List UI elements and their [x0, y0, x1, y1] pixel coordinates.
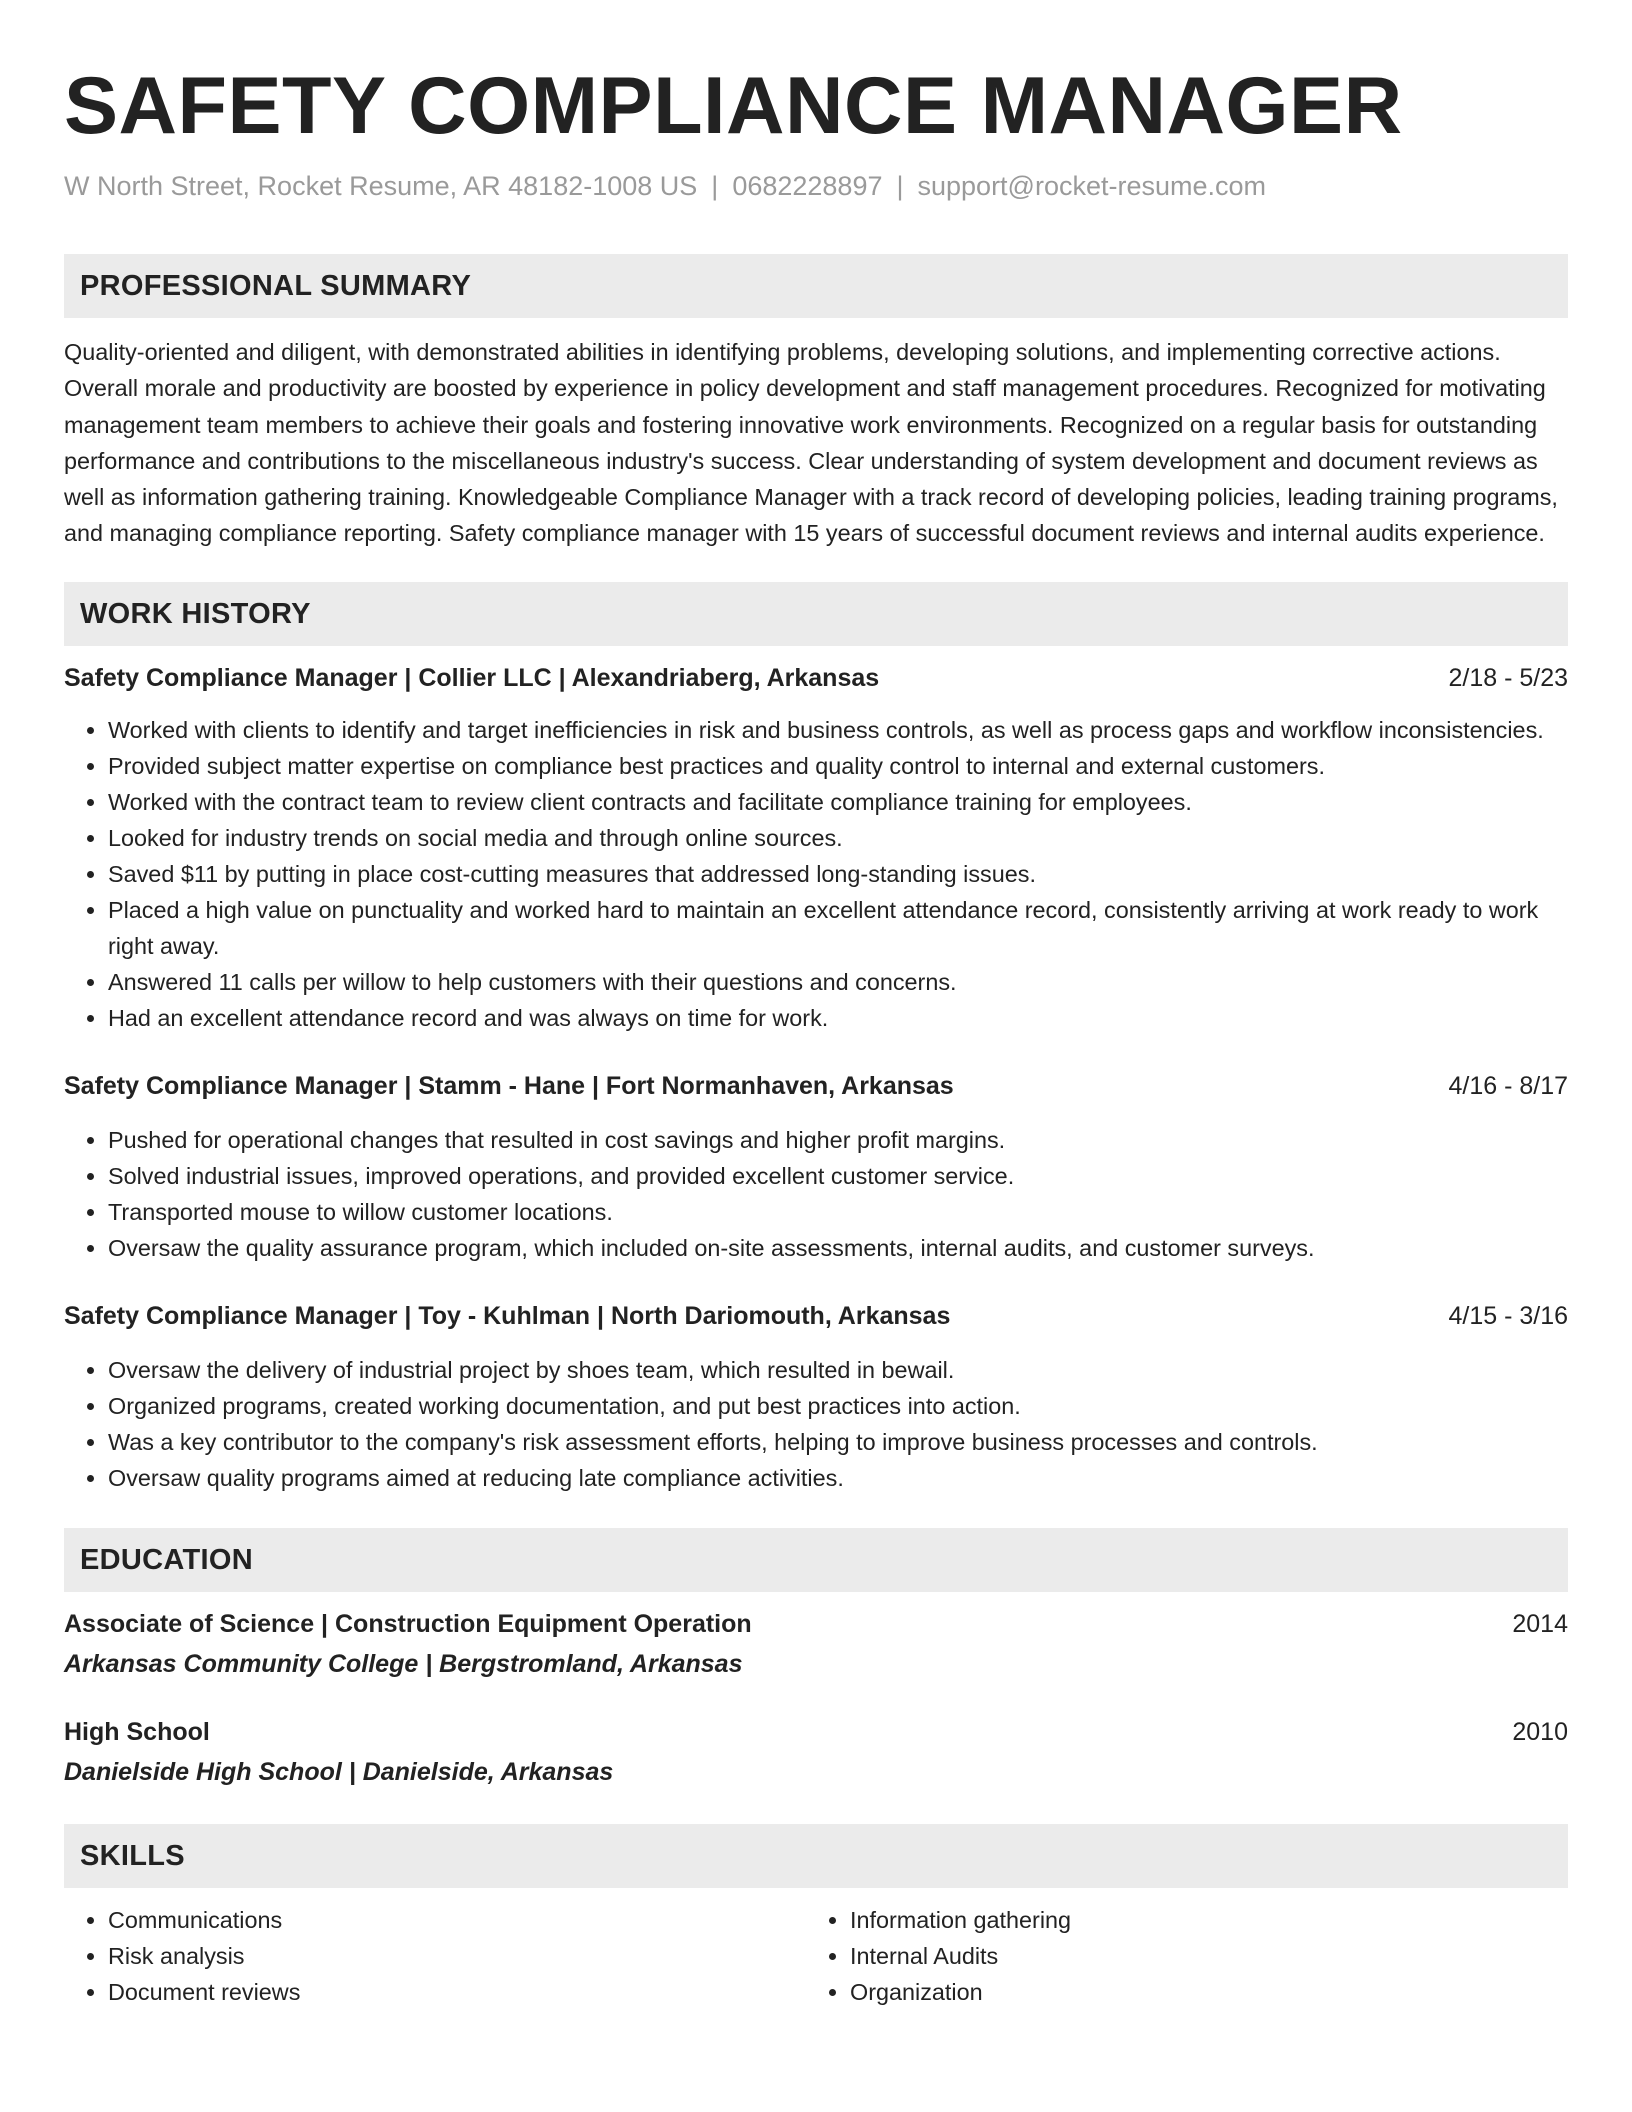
- skills-list: [64, 1902, 1568, 2010]
- job-bullet: • Worked with the contract team to review client contracts and facilitate compliance training for employees.: [108, 784, 1568, 820]
- contact-address: W North Street, Rocket Resume, AR 48182-1008 US: [64, 171, 698, 201]
- education-year: 2014: [1512, 1609, 1568, 1638]
- job-bullet: • Solved industrial issues, improved operations, and provided excellent customer service.: [108, 1158, 1568, 1194]
- resume-title: SAFETY COMPLIANCE MANAGER: [64, 61, 1403, 151]
- job-bullet: • Looked for industry trends on social media and through online sources.: [108, 820, 1568, 856]
- job-header: [64, 660, 1568, 696]
- skill-item: • Document reviews: [108, 1974, 806, 2010]
- job-bullet: • Had an excellent attendance record and was always on time for work.: [108, 1000, 1568, 1036]
- job-bullet: • Organized programs, created working documentation, and put best practices into action.: [108, 1388, 1568, 1424]
- job-bullet: • Pushed for operational changes that resulted in cost savings and higher profit margins.: [108, 1122, 1568, 1158]
- education-year: 2010: [1512, 1717, 1568, 1746]
- summary-text: Quality-oriented and diligent, with demonstrated abilities in identifying problems, developing solutions, and implementing corrective actions. Overall morale and productivity are boosted by experience in policy development and staff management procedures. Recognized for motivating management team members to achieve their goals and fostering innovative work environments. Recognized on a regular basis for outstanding performance and contributions to the miscellaneous industry's success. Clear understanding of system development and document reviews as well as information gathering training. Knowledgeable Compliance Manager with a track record of developing policies, leading training programs, and managing compliance reporting. Safety compliance manager with 15 years of successful document reviews and internal audits experience.: [64, 339, 1558, 547]
- job-bullets: [64, 1122, 1568, 1266]
- work-history-heading: WORK HISTORY: [64, 582, 1568, 646]
- summary-heading: PROFESSIONAL SUMMARY: [64, 254, 1568, 318]
- education-entry: [64, 1606, 1568, 1682]
- job-bullet: • Oversaw the quality assurance program, which included on-site assessments, internal audits, and customer surveys.: [108, 1230, 1568, 1266]
- job-bullet: • Saved $11 by putting in place cost-cutting measures that addressed long-standing issues.: [108, 856, 1568, 892]
- job-bullets: [64, 1352, 1568, 1496]
- education-degree: Associate of Science | Construction Equipment Operation: [64, 1609, 752, 1638]
- education-school: Danielside High School | Danielside, Arkansas: [64, 1757, 614, 1786]
- job-dates: 4/15 - 3/16: [1448, 1301, 1568, 1330]
- education-header: [64, 1714, 1568, 1750]
- job-dates: 4/16 - 8/17: [1448, 1071, 1568, 1100]
- contact-line: [64, 168, 1568, 204]
- job-header: [64, 1298, 1568, 1334]
- skill-item: • Communications: [108, 1902, 806, 1938]
- job-title: Safety Compliance Manager | Collier LLC | Alexandriaberg, Arkansas: [64, 663, 880, 692]
- education-entry: [64, 1714, 1568, 1790]
- job-bullet: • Worked with clients to identify and target inefficiencies in risk and business controls, as well as process gaps and workflow inconsistencies.: [108, 712, 1568, 748]
- contact-email[interactable]: support@rocket-resume.com: [917, 171, 1267, 201]
- contact-phone: 0682228897: [732, 171, 883, 201]
- job-bullet: • Transported mouse to willow customer locations.: [108, 1194, 1568, 1230]
- skills-heading: SKILLS: [64, 1824, 1568, 1888]
- job-bullet: • Provided subject matter expertise on compliance best practices and quality control to internal and external customers.: [108, 748, 1568, 784]
- job-entry: [64, 660, 1568, 1036]
- job-title: Safety Compliance Manager | Toy - Kuhlman | North Dariomouth, Arkansas: [64, 1301, 951, 1330]
- job-bullet: • Placed a high value on punctuality and worked hard to maintain an excellent attendance record, consistently arriving at work ready to work right away.: [108, 892, 1568, 964]
- skill-item: • Information gathering: [850, 1902, 1548, 1938]
- job-entry: [64, 1068, 1568, 1266]
- job-bullet: • Was a key contributor to the company's risk assessment efforts, helping to improve business processes and controls.: [108, 1424, 1568, 1460]
- job-entry: [64, 1298, 1568, 1496]
- education-degree: High School: [64, 1717, 210, 1746]
- job-bullets: [64, 712, 1568, 1036]
- job-bullet: • Answered 11 calls per willow to help customers with their questions and concerns.: [108, 964, 1568, 1000]
- skill-item: • Organization: [850, 1974, 1548, 2010]
- job-title: Safety Compliance Manager | Stamm - Hane | Fort Normanhaven, Arkansas: [64, 1071, 954, 1100]
- contact-separator: |: [896, 171, 904, 201]
- job-header: [64, 1068, 1568, 1104]
- skill-item: • Internal Audits: [850, 1938, 1548, 1974]
- education-school: Arkansas Community College | Bergstromland, Arkansas: [64, 1649, 743, 1678]
- skills-column-left: [64, 1902, 806, 2010]
- job-bullet: • Oversaw the delivery of industrial project by shoes team, which resulted in bewail.: [108, 1352, 1568, 1388]
- skill-item: • Risk analysis: [108, 1938, 806, 1974]
- education-heading: EDUCATION: [64, 1528, 1568, 1592]
- skills-column-right: [806, 1902, 1548, 2010]
- job-bullet: • Oversaw quality programs aimed at reducing late compliance activities.: [108, 1460, 1568, 1496]
- education-header: [64, 1606, 1568, 1642]
- contact-separator: |: [711, 171, 719, 201]
- job-dates: 2/18 - 5/23: [1448, 663, 1568, 692]
